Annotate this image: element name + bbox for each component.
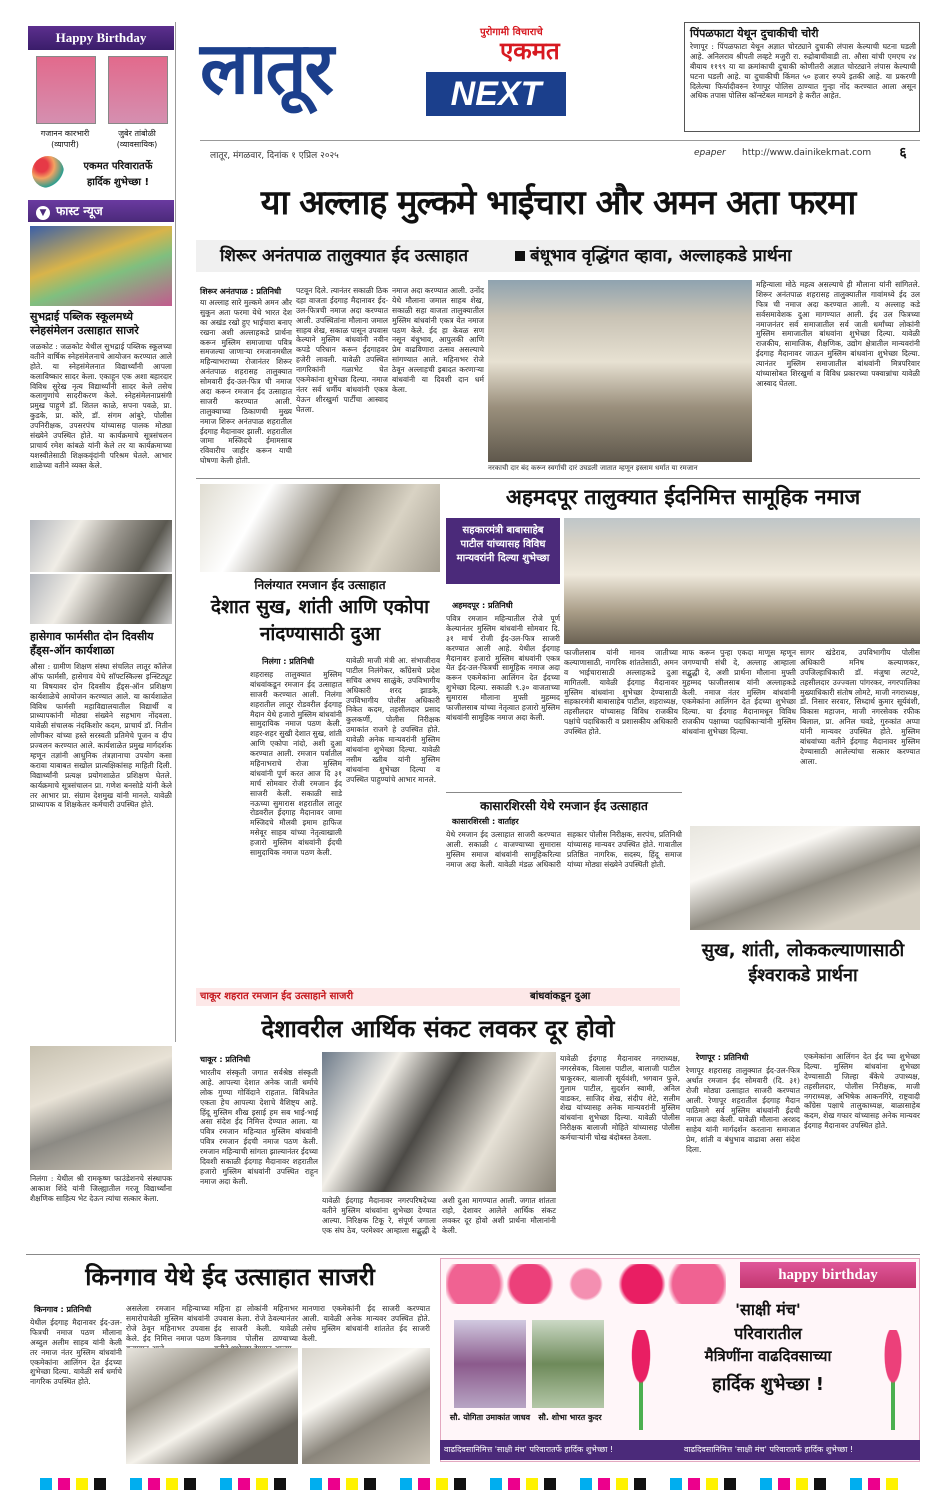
ahmadpur-body-col-3: माफ करून पुन्हा एकदा माणूस म्हणून जगण्याची संधी दे, अल्लाह आम्हाला सद्बुद्धी दे, अशी प्रार्थना मौलाना मुफ्ती मुहम्मद फाजीलसाब यांनी अल्लाहकडे केली. नमाज नंतर मुस्लिम बांधवांनी एकमेकांना आलिंगन देत ईदच्या शुभेच्छा दिल्या. या ईदगाह मैदानामधून विविध राजकीय पक्षाच्या पदाधिकाऱ्यांनी मुस्लिम बांधवांना शुभेच्छा दिल्या. bbox=[682, 648, 796, 737]
chakur-strip-right: बांधवांकडून दुआ bbox=[530, 991, 591, 1002]
main-body-col-1: या अल्लाह सारे मुल्कमे अमन और सुकून अता फरमा येथे भारत देश का अखंड रखो हुए भाईचारा बनाए रखना अशी अल्लाहकडे प्रार्थना करून मुस्लिम समाजाचा पवित्र समजल्या जाणाऱ्या रमजानमधील महिन्याभराच्या रोजानंतर शिरूर अनंतपाळ शहरासह तालुक्यात सोमवारी ईद-उल-फित्र ची नमाज अदा करून रमजान ईद उत्साहात साजरी करण्यात आली. तालुक्याच्या ठिकाणची मुख्य नमाज शिरूर अनंतपाळ शहरातील ईदगाह मैदानावर झाली. शहरातील जामा मस्जिदचे ईमामसाब रविवारीच जाहीर करून याची घोषणा केली होती. bbox=[200, 298, 292, 466]
masthead-dateline: लातूर, मंगळवार, दिनांक १ एप्रिल २०२५ bbox=[210, 151, 339, 161]
kingaon-body-col-3: महिना हा लोकांनी महिनाभर उपवास केला. रोजे ठेवल्यानंतर ईद साजरी केली. यावेळी किनगाव पोलीस ठाण्याच्या bbox=[214, 1304, 298, 1343]
renapur-headline: सुख, शांती, लोककल्याणासाठी ईश्वराकडे प्रार्थना bbox=[701, 940, 905, 987]
kingaon-photo-1 bbox=[126, 1348, 298, 1464]
main-right-column: महिन्याला मोठे महत्व असल्याचे ही मौलाना यांनी सांगितले. शिरूर अनंतपाळ शहरासह तालुक्यातील गावांमध्ये ईद उल फित्र ची नमाज अदा करण्यात आली. य अल्लाह कडे सर्वसमावेशक दुआ मागण्यात आली. ईद उल फित्रच्या नमाजनंतर सर्व समाजातील सर्व जाती धर्मांच्या लोकांनी मुस्लिम समाजातील बांधवांना शुभेच्छा दिल्या. यावेळी राजकीय, सामाजिक, शैक्षणिक, उद्योग क्षेत्रातील मान्यवरांनी ईदगाह मैदानावर जाऊन मुस्लिम बांधवांना शुभेच्छा दिल्या. त्यानंतर मुस्लिम समाजातील बांधवांनी मित्रपरिवार यांच्यासोबत शिरखुर्मा व विविध प्रकारच्या पक्वान्नांचा यावेळी आस्वाद घेतला. bbox=[756, 280, 920, 388]
tulip-flower-icon-2 bbox=[870, 1330, 916, 1430]
renapur-body-col-2: एकमेकांना आलिंगन देत ईद च्या शुभेच्छा दिल्या. मुस्लिम बांधवांना शुभेच्छा देण्यासाठी जिल्हा बँकेचे उपाध्यक्ष, तहसीलदार, पोलीस निरीक्षक, माजी नगराध्यक्ष, अभिषेक आकनगिरे, राष्ट्रवादी काँग्रेस पक्षाचे तालुकाध्यक्ष, बाळासाहेब कदम, शेख गफार यांच्यासह अनेक मान्यवर ईदगाह मैदानावर उपस्थित होते. bbox=[804, 1052, 920, 1131]
birthday-header: Happy Birthday bbox=[28, 26, 174, 50]
news-photo-workshop-2 bbox=[30, 574, 172, 624]
kasarshirsi-body: येथे रमजान ईद उत्साहात साजरी करण्यात आली. सकाळी ८ वाजण्याच्या सुमारास मुस्लिम समाज बांधवांनी सामूहिकरित्या नमाज अदा केली. यावेळी मंडळ अधिकारी सहकार पोलीस निरीक्षक, सरपंच, प्रतिनिधी यांच्यासह मान्यवर उपस्थित होते. गावातील प्रतिष्ठित नागरिक, सदस्य, हिंदू समाज यांच्या मोठ्या संख्येने उपस्थिती होती. bbox=[446, 830, 682, 869]
masthead-next: NEXT bbox=[426, 72, 566, 116]
ahmadpur-body-col-2: फाजीलसाब यांनी मानव जातीच्या कल्याणासाठी, नागरिक शांततेसाठी, अमन व भाईचारासाठी अल्लाहकडे दुआ मागितली. यावेळी ईदगाह मैदानावर मुस्लिम बांधवांना शुभेच्छा देण्यासाठी सहकारमंत्री बाबासाहेब पाटील, शहराध्यक्ष, तहसीलदार यांच्यासह विविध राजकीय पक्षांचे पदाधिकारी व प्रशासकीय अधिकारी उपस्थित होते. bbox=[564, 648, 678, 737]
flower-bouquet-icon bbox=[32, 156, 64, 188]
masthead-brand: एकमत bbox=[500, 36, 560, 65]
nilanga-byline: निलंगा : प्रतिनिधी bbox=[262, 657, 314, 666]
main-subheadline-right: बंधूभाव वृद्धिंगत व्हावा, अल्लाहकडे प्रार्थना bbox=[530, 246, 792, 266]
epaper-url[interactable]: http://www.dainikekmat.com bbox=[742, 148, 872, 158]
sakshi-header: happy birthday bbox=[740, 1262, 916, 1288]
top-right-headline: पिंपळफाटा येथून दुचाकीची चोरी bbox=[690, 27, 819, 40]
masthead-tagline: पुरोगामी विचाराचे bbox=[480, 27, 543, 38]
kingaon-body-col-4: मानणारा एकमेकांनी ईद साजरी करण्यात आली. यावेळी अनेक मान्यवर उपस्थित होते. तसेच मुस्लिम बांधवांनी शांततेत ईद साजरी केली. bbox=[302, 1304, 430, 1343]
kasarshirsi-byline: कासारशिरसी : वार्ताहर bbox=[452, 817, 519, 826]
kasarshirsi-headline: कासारशिरसी येथे रमजान ईद उत्साहात bbox=[446, 792, 682, 814]
person-2-role: (व्यावसायिक) bbox=[116, 140, 158, 149]
ahmadpur-highlight-box: सहकारमंत्री बाबासाहेब पाटील यांच्यासह विविध मान्यवरांनी दिल्या शुभेच्छा bbox=[446, 518, 560, 584]
masthead-rule bbox=[200, 140, 920, 141]
chakur-body-col-3: यावेळी ईदगाह मैदानावर नगराध्यक्ष, नगरसेवक, विलास पाटील, बालाजी पाटील चाकूरकर, बालाजी सूर्यवंशी, भगवान फुले, गुलाम पाटील, सुदर्शन स्वामी, अनिल वाडकर, साजिद शेख, संदीप शेटे, सलीम शेख यांच्यासह अनेक मान्यवरांनी मुस्लिम बांधवांना शुभेच्छा दिल्या. यावेळी पोलीस निरीक्षक बालाजी मोहिते यांच्यासह पोलीस कर्मचाऱ्यांनी चोख बंदोबस्त ठेवला. bbox=[560, 1054, 680, 1143]
wish-line-1: एकमत परिवारातर्फे bbox=[83, 161, 153, 172]
news-2-body: औसा : ग्रामीण शिक्षण संस्था संचलित लातूर कॉलेज ऑफ फार्मसी, हासेगाव येथे सॉफ्टस्किल्स इन्स्टिट्यूट या विषयावर दोन दिवसीय हँड्स-ऑन प्रशिक्षण कार्यशाळेचे आयोजन करण्यात आले. या कार्यशाळेत विविध फार्मसी महाविद्यालयातील विद्यार्थी व प्राध्यापकांनी मोठ्या संख्येने सहभाग नोंदवला. यावेळी संचालक नंदकिशोर कदम, प्राचार्य डॉ. नितीन लोणीकर यांच्या हस्ते सरस्वती प्रतिमेचे पूजन व दीप प्रज्वलन करण्यात आले. कार्यशाळेत प्रमुख मार्गदर्शक म्हणून तज्ञांनी आधुनिक तंत्रज्ञानाचा उपयोग कसा करावा याबाबत सखोल प्रात्यक्षिकांसह माहिती दिली. विद्यार्थ्यांनी प्रत्यक्ष प्रयोगशाळेत प्रशिक्षण घेतले. कार्यक्रमाचे सूत्रसंचालन प्रा. गणेश बनसोडे यांनी केले तर आभार प्रा. संग्राम देशमुख यांनी मानले. यावेळी प्राध्यापक व शिक्षकेतर कर्मचारी उपस्थित होते. bbox=[30, 662, 172, 810]
nilanga-kicker: निलंग्यात रमजान ईद उत्साहात bbox=[254, 578, 386, 592]
sakshi-greeting-3: मैत्रिणींना वाढदिवसाच्या bbox=[704, 1347, 832, 1365]
news-photo-workshop-1 bbox=[30, 520, 172, 572]
main-photo-caption: नरकाची दार बंद करून स्वर्गाची दारं उघडली जातात म्हणून इस्लाम धर्मात या रमजान bbox=[488, 464, 698, 472]
main-subheadline-left: शिरूर अनंतपाळ तालुक्यात ईद उत्साहात bbox=[220, 246, 469, 266]
nilanga-body-col-2: यावेळी माजी मंत्री आ. संभाजीराव पाटील निलंगेकर, काँग्रेसचे प्रदेश सचिव अभय साळुंके, उपविभागीय अधिकारी शरद झाडके, उपविभागीय पोलीस अधिकारी निकेत कदम, तहसीलदार प्रसाद कुलकर्णी, पोलीस निरीक्षक उमाकांत राजगे हे उपस्थित होते. यावेळी अनेक मान्यवरांनी मुस्लिम बांधवांना शुभेच्छा दिल्या. यावेळी नसीम ख्तीब यांनी मुस्लिम बांधवांना शुभेच्छा दिल्या व उपस्थित पाहुण्यांचे आभार मानले. bbox=[346, 656, 440, 784]
birthday-photo-2 bbox=[108, 56, 168, 124]
sakshi-name-1: सौ. योगिता उमाकांत जाधव bbox=[449, 1413, 531, 1422]
masthead-logo: लातूर bbox=[200, 26, 332, 110]
birthday-photo-1 bbox=[36, 56, 96, 124]
chakur-body-col-2: यावेळी ईदगाह मैदानावर नगरपरिषदेच्या वतीने मुस्लिम बांधवांना शुभेच्छा देण्यात आल्या. निरिक्षक टिकू रे, संपूर्ण जगाला एक संघ ठेव, परमेश्वर आम्हाला सद्बुद्धी दे अशी दुआ मागण्यात आली. जगात शांतता राहो, देशावर आलेले आर्थिक संकट लवकर दूर होवो अशी प्रार्थना मौलानांनी केली. bbox=[322, 1196, 556, 1235]
fast-news-header bbox=[28, 200, 174, 222]
news-photo-annual-function bbox=[30, 226, 172, 306]
person-1-role: (व्यापारी) bbox=[51, 140, 79, 149]
kingaon-byline: किनगाव : प्रतिनिधी bbox=[34, 1305, 92, 1314]
ahmadpur-headline: अहमदपूर तालुक्यात ईदनिमित्त सामूहिक नमाज bbox=[505, 485, 861, 509]
sakshi-greeting-4: हार्दिक शुभेच्छा ! bbox=[712, 1374, 824, 1395]
chakur-headline: देशावरील आर्थिक संकट लवकर दूर होवो bbox=[261, 1015, 615, 1043]
kasarshirsi-photo bbox=[690, 826, 920, 930]
section-rule bbox=[196, 478, 920, 479]
sakshi-greeting-2: परिवारातील bbox=[734, 1324, 802, 1343]
news-3-body: निलंगा : येथील श्री रामकृष्ण फाउंडेशनचे संस्थापक आकाश शिंदे यांनी जिल्ह्यातील गरजू विद्यार्थ्यांना शैक्षणिक साहित्य भेट देऊन त्यांचा सत्कार केला. bbox=[30, 1174, 172, 1203]
chakur-byline: चाकूर : प्रतिनिधी bbox=[200, 1055, 251, 1064]
ahmadpur-byline: अहमदपूर : प्रतिनिधी bbox=[452, 601, 513, 610]
ahmadpur-body-col-1: पवित्र रमजान महिन्यातील रोजे पूर्ण केल्यानंतर मुस्लिम बांधवांनी सोमवार दि. ३१ मार्च रोजी ईद-उल-फित्र साजरी करण्यात आली आहे. येथील ईदगाह मैदानावर हजारो मुस्लिम बांधवांनी एकत्र येत ईद-उल-फित्रची सामूहिक नमाज अदा करून एकमेकांना आलिंगन देत ईदच्या शुभेच्छा दिल्या. सकाळी ९.३० वाजताच्या सुमारास मौलाना मुफ्ती मुहम्मद फाजीलसाब यांच्या नेतृत्वात हजारो मुस्लिम बांधवांनी सामूहिक नमाज अदा केली. bbox=[446, 614, 560, 722]
news-1-headline: सुभद्राई पब्लिक स्कूलमध्ये स्नेहसंमेलन उत्साहात साजरे bbox=[30, 310, 139, 337]
chevron-down-icon: ▼ bbox=[36, 206, 50, 220]
tulip-flower-icon bbox=[616, 1330, 666, 1430]
sakshi-photo-1 bbox=[454, 1320, 526, 1408]
person-1-name: गजानन कारभारी bbox=[40, 129, 90, 138]
separator-square-icon bbox=[515, 251, 525, 261]
sakshi-greeting-1: 'साक्षी मंच' bbox=[735, 1300, 801, 1319]
nilanga-headline: देशात सुख, शांती आणि एकोपा नांदण्यासाठी दुआ bbox=[210, 596, 430, 645]
page-number: ६ bbox=[899, 145, 907, 161]
main-banner-headline: या अल्लाह मुल्कमे भाईचारा और अमन अता फरमा bbox=[260, 183, 856, 223]
news-2-headline: हासेगाव फार्मसीत दोन दिवसीय हँड्स-ऑन कार्यशाळा bbox=[30, 630, 154, 657]
top-right-body: रेणापूर : पिंपळफाटा येथून अज्ञात चोरट्याने दुचाकी लंपास केल्याची घटना घडली आहे. अनिलराव श्रीपती लव्हटे मजुरी रा. रुद्रोबाचीवाडी ता. औसा यांची एमएच २४ बीयाय ११९९ या या क्रमांकाची दुचाकी कोणीतरी अज्ञात चोरट्याने लंपास केल्याची घटना घडली आहे. या दुचाकीची किंमत ५० हजार रुपये इतकी आहे. या प्रकरणी दिलेल्या फिर्यादीवरुन रेणापूर पोलिस ठाण्यात गुन्हा नोंद करण्यात आला असून अधिक तपास पोलिस कॉन्स्टेबल मामडगे हे करीत आहेत. bbox=[690, 42, 916, 101]
kingaon-headline: किनगाव येथे ईद उत्साहात साजरी bbox=[85, 1263, 375, 1291]
news-photo-felicitation bbox=[30, 1046, 172, 1170]
nilanga-photo bbox=[200, 484, 440, 572]
kingaon-body-col-2: असलेला रमजान महिन्याच्या समारोपावेळी मुस्लिम बांधवांनी रोजे ठेवून महिनाभर उपवास केले. ईद निमित्त नमाज पठण bbox=[126, 1304, 210, 1343]
main-byline: शिरूर अनंतपाळ : प्रतिनिधी bbox=[200, 287, 282, 296]
person-2-name: जुबेर तांबोळी bbox=[118, 129, 156, 138]
sakshi-photo-2 bbox=[532, 1320, 604, 1408]
kingaon-body-col-1: येथील ईदगाह मैदानावर ईद-उल-फित्रची नमाज पठण मौलाना अब्दुल अलीम साहब यांनी केली तर नमाज नंतर मुस्लिम बांधवांनी एकमेकांना आलिंगन देत ईदच्या शुभेच्छा दिल्या. यावेळी सर्व धर्माचे नागरिक उपस्थित होते. bbox=[30, 1318, 122, 1387]
wish-line-2: हार्दिक शुभेच्छा ! bbox=[86, 177, 150, 188]
chakur-strip-text: चाकूर शहरात रमजान ईद उत्साहाने साजरी bbox=[200, 991, 354, 1002]
ahmadpur-body-col-4: सागर खंडेराव, उपविभागीय पोलीस अधिकारी मनिष कल्याणकर, उपजिल्हाधिकारी डॉ. मंजुषा लटपटे, तहसीलदार उज्ज्वला पांगरकर, नगरपालिका मुख्याधिकारी संतोष लोमटे, माजी नगराध्यक्ष, डॉ. निसार सरवार, सिध्दार्थ कुमार सूर्यवंशी, विकास महाजन, माजी नगरसेवक रफीक बिलाल, प्रा. अनिल चवडे, गुरुकांत अप्पा यांनी मान्यवर उपस्थित होते. मुस्लिम बांधवांच्या वतीने ईदगाह मैदानावर मुस्लिम देण्यासाठी आलेल्यांचा सत्कार करण्यात आला. bbox=[800, 648, 920, 766]
sakshi-name-2: सौ. शोभा भारत कुदर bbox=[538, 1413, 602, 1422]
bottom-section-rule bbox=[26, 1254, 920, 1255]
chakur-body-col-1: भारतीय संस्कृती जगात सर्वश्रेष्ठ संस्कृती आहे. आपल्या देशात अनेक जाती धर्माचे लोक गुण्या गोविंदाने राहतात. विविधतेत एकता हेच आपल्या देशाचे वैशिष्ट्य आहे. हिंदू मुस्लिम शीख इसाई हम सब भाई-भाई असा संदेश ईद निमित्त देण्यात आला. या पवित्र रमजान महिन्यात मुस्लिम बांधवांनी पवित्र रमजान ईदची नमाज पठण केली. रमजान महिन्याची सांगता झाल्यानंतर ईदच्या दिवशी सकाळी ईदगाह मैदानावर शहरातील हजारो मुस्लिम बांधवांनी उपस्थित राहून नमाज अदा केली. bbox=[200, 1068, 318, 1186]
renapur-byline: रेणापूर : प्रतिनिधी bbox=[696, 1053, 749, 1062]
renapur-body-col-1: रेणापूर शहरासह तालुक्यात ईद-उल-फित्र अर्थात रमजान ईद सोमवारी (दि. ३१) रोजी मोठ्या उत्साहात साजरी करण्यात आली. रेणापूर शहरातील ईदगाह मैदान पाठिमागे सर्व मुस्लिम बांधवांनी ईदची नमाज अदा केली. यावेळी मौलाना अरशद साहेब यांनी मार्गदर्शन करताना समाजात प्रेम, शांती व बंधुभाव वाढावा असा संदेश दिला. bbox=[686, 1066, 800, 1155]
epaper-label: epaper bbox=[694, 148, 726, 158]
chakur-photo bbox=[322, 1052, 556, 1192]
print-color-marks bbox=[40, 1478, 900, 1490]
sakshi-footer-1: वाढदिवसानिमित्त 'साक्षी मंच' परिवारातर्फे हार्दिक शुभेच्छा ! bbox=[444, 1445, 614, 1454]
main-body-col-3: नमाज अदा करण्यात आली. उनोंद येथे मौलाना जमाल साहब शेख, सकाळी सहा वाजता तालुक्यातील मुस्लिम बांधवांनी एकत्र येत नमाज पठण केले. ईद हा केवळ सण नसून बंधुभाव, आपुलकी आणि प्रेम वाढविणारा उत्सव असल्याचे सांगण्यात आले. महिनाभर रोजे ठेवून अल्लाहची इबादत करणाऱ्या बांधवांनी या दिवशी दान धर्म केला. bbox=[392, 286, 484, 394]
main-body-col-2: पटवून दिले. त्यानंतर सकाळी ठिक दहा वाजता ईदगाह मैदानावर ईद-उल-फित्रची नमाज अदा करण्यात आली. उपस्थितांना मौलाना जमाल साहब शेख, सकाळ पासून उपवास केल्याने मुस्लिम बांधवांनी नवीन कपडे परिधान करून ईदगाहवर हजेरी लावली. यावेळी उपस्थित नागरिकांनी गळाभेट घेत एकमेकांना शुभेच्छा दिल्या. नमाज नंतर सर्व धर्मीय बांधवांनी एकत्र येऊन शीरखुर्मा पार्टीचा आस्वाद घेतला. bbox=[296, 286, 388, 414]
main-photo-prayer bbox=[488, 280, 752, 462]
fast-news-label: फास्ट न्यूज bbox=[56, 204, 103, 218]
nilanga-body-col-1: शहरासह तालुक्यात मुस्लिम बांधवांकडून रमजान ईद उत्साहात साजरी करण्यात आली. निलंगा शहरातील लातूर रोडवरील ईदगाह मैदान येथे हजारो मुस्लिम बांधवांनी सामुदायिक नमाज पठण केली. शहर-शहर सुखी देशात सुख, शांती आणि एकोपा नांदो, अशी दुआ करण्यात आली. रमजान पर्वातील महिनाभराचे रोजा मुस्लिम बांधवांनी पूर्ण करत आज दि ३१ मार्च सोमवार रोजी रमजान ईद साजरी केली. सकाळी साडे नऊच्या सुमारास शहरातील लातूर रोडवरील ईदगाह मैदानावर जामा मस्जिदचे मौलवी इमाम हाफिज मसेवूर साहब यांच्या नेतृत्वाखाली हजारो मुस्लिम बांधवांनी ईदची सामुदायिक नमाज पठण केली. bbox=[250, 670, 342, 858]
ahmadpur-photo bbox=[564, 518, 920, 644]
sakshi-footer-2: वाढदिवसानिमित्त 'साक्षी मंच' परिवारातर्फे हार्दिक शुभेच्छा ! bbox=[684, 1445, 854, 1454]
kingaon-photo-2 bbox=[302, 1348, 430, 1464]
news-1-body: जळकोट : जळकोट येथील सुभद्राई पब्लिक स्कूलच्या वतीने वार्षिक स्नेहसंमेलनाचे आयोजन करण्यात आले होते. या स्नेहसंमेलनात विद्यार्थ्यांनी आपला कलाविष्कार सादर केला. एकाहून एक अशा बहारदार विविध सुरेख नृत्य विद्यार्थ्यांनी सादर केले तसेच कलागुणांचे सादरीकरण केले. स्नेहसंमेलनाप्रसंगी प्रमुख पाहुणे डॉ. शितल काळे, सपना पवळे, प्रा. कुडके, प्रा. कोरे, डॉ. संगम आंबुरे, पोलीस उपनिरीक्षक, उपसरपंच यांच्यासह पालक मोठ्या संख्येने उपस्थित होते. या कार्यक्रमाचे सूत्रसंचलन प्राचार्य रमेश कांबळे यांनी केले तर या कार्यक्रमाच्या यशस्वीतेसाठी शिक्षकवृंदांनी परिश्रम घेतले. आभार शाळेच्या वतीने व्यक्त केले. bbox=[30, 342, 172, 470]
